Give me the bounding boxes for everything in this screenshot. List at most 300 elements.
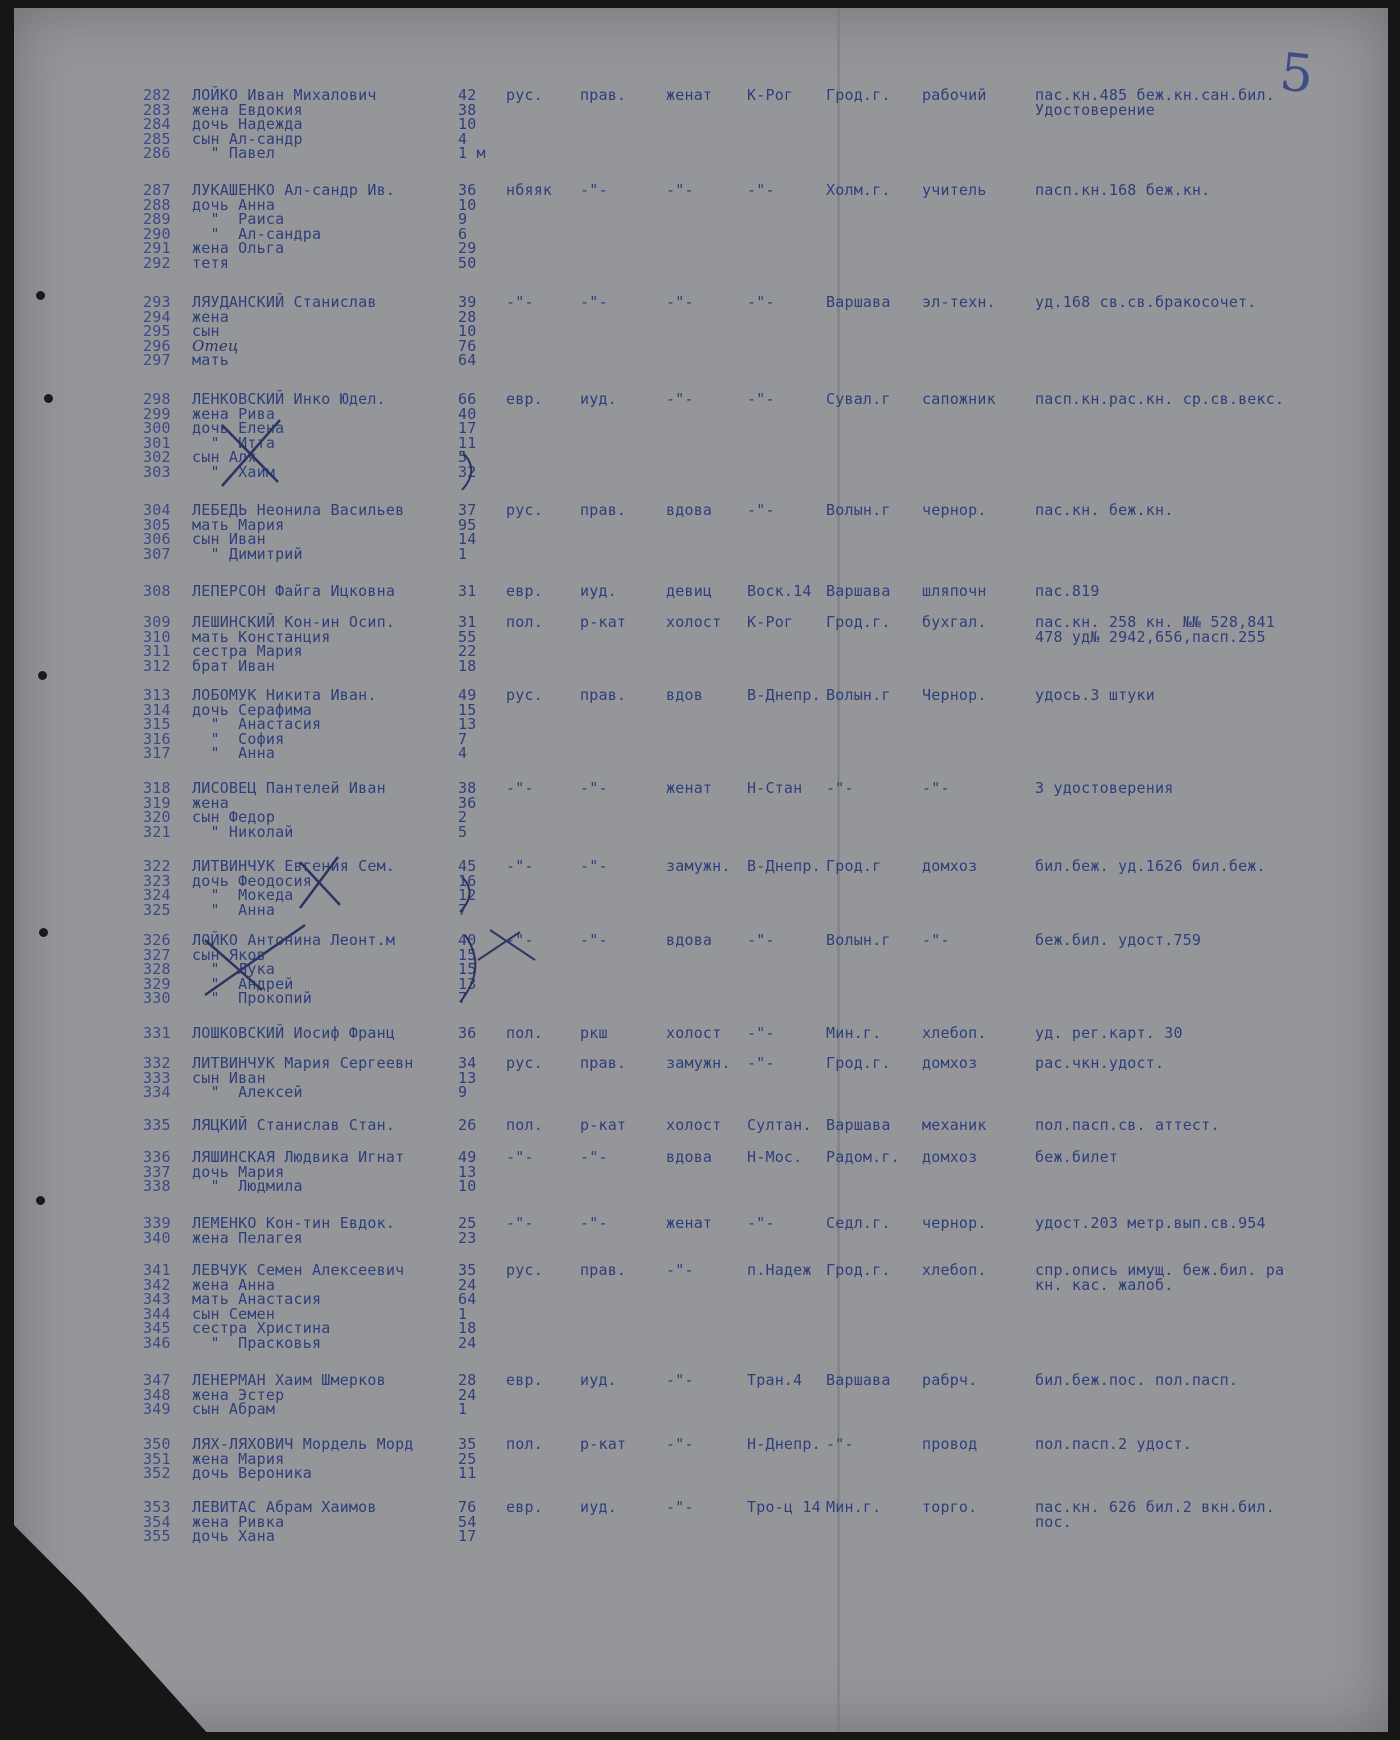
nationality: -"- (506, 931, 534, 949)
person-name: ЛЕШИНСКИЙ Кон-ин Осип. (192, 613, 396, 631)
entry-number: 350 (143, 1435, 171, 1453)
age: 25 (458, 1214, 477, 1232)
age: 24 (458, 1333, 477, 1352)
entry-number: 326 (143, 931, 171, 949)
documents: 3 удостоверения (1035, 779, 1174, 797)
entry-number: 291 (143, 239, 171, 257)
origin-place: Варшава (826, 582, 891, 600)
age: 12 (458, 886, 477, 904)
arrival-place: Султан. (747, 1116, 812, 1134)
family-status: женат (666, 86, 713, 104)
age: 76 (458, 1498, 477, 1516)
entry-number: 303 (143, 462, 171, 481)
family-group (0, 88, 1400, 161)
person-name: сын Абрам (192, 1400, 276, 1418)
family-status: замужн. (666, 857, 731, 875)
person-name: ЛУКАШЕНКО Ал-сандр Ив. (192, 181, 396, 199)
entry-number: 352 (143, 1464, 171, 1482)
register-row (0, 1529, 1400, 1544)
age: 64 (458, 351, 477, 369)
occupation: чернор. (922, 1214, 987, 1232)
family-group (0, 1118, 1400, 1133)
person-name: " Димитрий (192, 544, 303, 563)
entry-number: 282 (143, 86, 171, 104)
age: 1 м (458, 144, 486, 162)
entry-number: 290 (143, 224, 171, 243)
family-status: -"- (666, 1435, 694, 1453)
age: 25 (458, 1449, 477, 1468)
entry-number: 353 (143, 1498, 171, 1516)
person-name: брат Иван (192, 656, 276, 675)
age: 95 (458, 515, 477, 534)
family-status: холост (666, 1024, 722, 1042)
age: 5 (458, 822, 468, 841)
person-name: сын (192, 322, 220, 340)
religion: ркш (580, 1024, 608, 1042)
entry-number: 331 (143, 1024, 171, 1042)
family-group (0, 392, 1400, 479)
age: 49 (458, 686, 477, 704)
origin-place: Сувал.г (826, 390, 891, 408)
age: 7 (458, 729, 468, 748)
entry-number: 301 (143, 433, 171, 452)
age: 1 (458, 544, 468, 563)
register-row (0, 146, 1400, 161)
person-name: ЛЯХ-ЛЯХОВИЧ Мордель Морд (192, 1435, 414, 1453)
page-number-mark: 5 (1276, 42, 1317, 106)
arrival-place: -"- (747, 390, 775, 408)
nationality: рус. (506, 686, 543, 704)
entry-number: 336 (143, 1148, 171, 1166)
nationality: пол. (506, 613, 543, 631)
arrival-place: Н-Днепр. (747, 1435, 821, 1453)
documents: беж.билет (1035, 1148, 1119, 1166)
person-name: жена (192, 307, 229, 326)
person-name: " Ал-сандра (192, 224, 322, 243)
age: 35 (458, 1435, 477, 1453)
person-name: " Анна (192, 900, 276, 919)
entry-number: 299 (143, 404, 171, 423)
register-row (0, 1402, 1400, 1417)
age: 18 (458, 1319, 477, 1337)
arrival-place: -"- (747, 181, 775, 199)
person-name: мать Анастасия (192, 1290, 322, 1308)
family-status: -"- (666, 181, 694, 199)
entry-number: 302 (143, 448, 171, 466)
entry-number: 342 (143, 1275, 171, 1294)
religion: иуд. (580, 1371, 617, 1389)
religion: -"- (580, 931, 608, 949)
person-name: дочь Феодосия (192, 871, 312, 890)
family-status: вдова (666, 501, 713, 519)
age: 28 (458, 1371, 477, 1389)
entry-number: 330 (143, 989, 171, 1007)
person-name: дочь Анна (192, 195, 276, 214)
family-group (0, 688, 1400, 761)
person-name: ЛЕМЕНКО Кон-тин Евдок. (192, 1214, 396, 1232)
age: 54 (458, 1512, 477, 1531)
person-name: сын Иван (192, 530, 266, 548)
religion: р-кат (580, 613, 627, 631)
arrival-place: Тро-ц 14 (747, 1498, 821, 1516)
age: 24 (458, 1385, 477, 1404)
person-name: жена (192, 793, 229, 812)
family-status: женат (666, 779, 713, 797)
person-name: ЛОЙКО Иван Михалович (192, 86, 377, 104)
age: 14 (458, 530, 477, 548)
occupation: хлебоп. (922, 1261, 987, 1279)
entry-number: 345 (143, 1319, 171, 1337)
origin-place: Волын.г (826, 686, 891, 704)
age: 13 (458, 1162, 477, 1181)
arrival-place: -"- (747, 293, 775, 311)
person-name: мать Констанция (192, 627, 331, 646)
register-row (0, 544, 1400, 563)
person-name: мать (192, 351, 229, 369)
entry-number: 332 (143, 1054, 171, 1072)
entry-number: 298 (143, 390, 171, 408)
entry-number: 322 (143, 857, 171, 875)
occupation: чернор. (922, 501, 987, 519)
religion: прав. (580, 686, 627, 704)
person-name: " Прокопий (192, 989, 312, 1007)
entry-number: 339 (143, 1214, 171, 1232)
register-row (0, 1026, 1400, 1041)
age: 22 (458, 642, 477, 660)
arrival-place: п.Надеж (747, 1261, 812, 1279)
documents: пас.кн. беж.кн. (1035, 501, 1174, 519)
arrival-place: Воск.14 (747, 582, 812, 600)
entry-number: 297 (143, 351, 171, 369)
origin-place: -"- (826, 1435, 854, 1453)
occupation: шляпочн (922, 582, 987, 600)
occupation: Чернор. (922, 686, 987, 704)
person-name: ЛЯУДАНСКИЙ Станислав (192, 293, 377, 311)
person-name: дочь Вероника (192, 1464, 312, 1482)
entry-number: 349 (143, 1400, 171, 1418)
religion: р-кат (580, 1435, 627, 1453)
nationality: евр. (506, 582, 543, 600)
age: 9 (458, 1083, 468, 1101)
documents: пас.819 (1035, 582, 1100, 600)
origin-place: Грод.г. (826, 613, 891, 631)
origin-place: Грод.г (826, 857, 882, 875)
person-name: жена Эстер (192, 1385, 285, 1404)
family-group (0, 615, 1400, 673)
nationality: евр. (506, 1498, 543, 1516)
person-name: сын Аля (192, 448, 257, 466)
family-group (0, 183, 1400, 270)
entry-number: 334 (143, 1083, 171, 1101)
entry-number: 314 (143, 700, 171, 719)
origin-place: Седл.г. (826, 1214, 891, 1232)
person-name: ЛИТВИНЧУК Евгения Сем. (192, 857, 396, 875)
nationality: -"- (506, 857, 534, 875)
religion: -"- (580, 857, 608, 875)
age: 17 (458, 1527, 477, 1545)
age: 37 (458, 501, 477, 519)
religion: прав. (580, 86, 627, 104)
age: 15 (458, 700, 477, 719)
age: 10 (458, 115, 477, 133)
person-name: ЛЕНЕРМАН Хаим Шмерков (192, 1371, 386, 1389)
age: 11 (458, 1464, 477, 1482)
nationality: -"- (506, 293, 534, 311)
register-row (0, 462, 1400, 481)
person-name: Отец (192, 336, 239, 355)
documents: пасп.кн.рас.кн. ср.св.векс. (1035, 390, 1285, 408)
origin-place: Грод.г. (826, 1054, 891, 1072)
age: 7 (458, 989, 468, 1007)
documents: уд. рег.карт. 30 (1035, 1024, 1183, 1042)
age: 23 (458, 1228, 477, 1247)
documents: пас.кн. 626 бил.2 вкн.бил. (1035, 1498, 1275, 1516)
person-name: сын Ал-сандр (192, 129, 303, 148)
nationality: рус. (506, 501, 543, 519)
person-name: мать Мария (192, 515, 285, 534)
age: 64 (458, 1290, 477, 1308)
entry-number: 327 (143, 945, 171, 964)
occupation: провод (922, 1435, 978, 1453)
entry-number: 348 (143, 1385, 171, 1404)
person-name: дочь Мария (192, 1162, 285, 1181)
documents: 478 уд№ 2942,656,пасп.255 (1035, 627, 1266, 646)
arrival-place: -"- (747, 931, 775, 949)
nationality: рус. (506, 1054, 543, 1072)
origin-place: Мин.г. (826, 1024, 882, 1042)
entry-number: 328 (143, 960, 171, 978)
entry-number: 351 (143, 1449, 171, 1468)
religion: иуд. (580, 582, 617, 600)
origin-place: Мин.г. (826, 1498, 882, 1516)
entry-number: 289 (143, 210, 171, 228)
age: 42 (458, 86, 477, 104)
person-name: " Хаим (192, 462, 276, 481)
entry-number: 296 (143, 336, 171, 355)
age: 5 (458, 448, 468, 466)
entry-number: 288 (143, 195, 171, 214)
person-name: " Людмила (192, 1177, 303, 1195)
age: 29 (458, 239, 477, 257)
documents: пас.кн.485 беж.кн.сан.бил. (1035, 86, 1275, 104)
occupation: торго. (922, 1498, 978, 1516)
age: 4 (458, 744, 468, 762)
entry-number: 325 (143, 900, 171, 919)
entry-number: 311 (143, 642, 171, 660)
entry-number: 293 (143, 293, 171, 311)
occupation: эл-техн. (922, 293, 996, 311)
arrival-place: -"- (747, 1214, 775, 1232)
person-name: сын Семен (192, 1304, 276, 1323)
entry-number: 333 (143, 1068, 171, 1087)
entry-number: 313 (143, 686, 171, 704)
age: 34 (458, 1054, 477, 1072)
register-row (0, 900, 1400, 919)
register-row (0, 1118, 1400, 1133)
documents: пол.пасп.2 удост. (1035, 1435, 1192, 1453)
age: 10 (458, 1177, 477, 1195)
occupation: хлебоп. (922, 1024, 987, 1042)
documents: пасп.кн.168 беж.кн. (1035, 181, 1211, 199)
nationality: пол. (506, 1116, 543, 1134)
entry-number: 312 (143, 656, 171, 675)
entry-number: 294 (143, 307, 171, 326)
religion: иуд. (580, 1498, 617, 1516)
person-name: дочь Надежда (192, 115, 303, 133)
register-row (0, 253, 1400, 272)
register-row (0, 1333, 1400, 1352)
family-group (0, 1263, 1400, 1350)
person-name: дочь Серафима (192, 700, 312, 719)
religion: прав. (580, 1054, 627, 1072)
documents: пол.пасп.св. аттест. (1035, 1116, 1220, 1134)
person-name: " Прасковья (192, 1333, 322, 1352)
register-row (0, 584, 1400, 599)
origin-place: Волын.г (826, 501, 891, 519)
documents: удось.3 штуки (1035, 686, 1155, 704)
register-row (0, 1466, 1400, 1481)
origin-place: Волын.г (826, 931, 891, 949)
origin-place: Варшава (826, 1371, 891, 1389)
entry-number: 320 (143, 808, 171, 826)
nationality: рус. (506, 86, 543, 104)
register-row (0, 746, 1400, 761)
entry-number: 329 (143, 974, 171, 993)
entry-number: 338 (143, 1177, 171, 1195)
occupation: учитель (922, 181, 987, 199)
occupation: домхоз (922, 857, 978, 875)
age: 32 (458, 462, 477, 481)
person-name: сын Федор (192, 808, 276, 826)
person-name: ЛОБОМУК Никита Иван. (192, 686, 377, 704)
age: 45 (458, 857, 477, 875)
religion: прав. (580, 501, 627, 519)
entry-number: 315 (143, 715, 171, 733)
entry-number: 304 (143, 501, 171, 519)
entry-number: 306 (143, 530, 171, 548)
entry-number: 292 (143, 253, 171, 272)
occupation: домхоз (922, 1054, 978, 1072)
person-name: ЛЕНКОВСКИЙ Инко Юдел. (192, 390, 386, 408)
person-name: " Итта (192, 433, 276, 452)
arrival-place: Н-Мос. (747, 1148, 803, 1166)
family-group (0, 1150, 1400, 1194)
person-name: " София (192, 729, 285, 748)
family-status: вдов (666, 686, 703, 704)
arrival-place: В-Днепр. (747, 686, 821, 704)
entry-number: 344 (143, 1304, 171, 1323)
person-name: ЛОШКОВСКИЙ Иосиф Франц (192, 1024, 396, 1042)
age: 31 (458, 582, 477, 600)
age: 1 (458, 1304, 468, 1323)
family-status: холост (666, 1116, 722, 1134)
entry-number: 307 (143, 544, 171, 563)
age: 9 (458, 210, 468, 228)
age: 36 (458, 793, 477, 812)
person-name: жена Анна (192, 1275, 276, 1294)
age: 2 (458, 808, 468, 826)
person-name: ЛИСОВЕЦ Пантелей Иван (192, 779, 386, 797)
documents: рас.чкн.удост. (1035, 1054, 1165, 1072)
family-status: вдова (666, 1148, 713, 1166)
register-row (0, 656, 1400, 675)
family-group (0, 295, 1400, 368)
person-name: " Раиса (192, 210, 285, 228)
age: 13 (458, 715, 477, 733)
person-name: ЛИТВИНЧУК Мария Сергеевн (192, 1054, 414, 1072)
documents: уд.168 св.св.бракосочет. (1035, 293, 1257, 311)
punch-hole (36, 1196, 45, 1205)
religion: прав. (580, 1261, 627, 1279)
age: 40 (458, 931, 477, 949)
entry-number: 285 (143, 129, 171, 148)
person-name: жена Мария (192, 1449, 285, 1468)
person-name: " Николай (192, 822, 294, 841)
family-status: -"- (666, 1498, 694, 1516)
entry-number: 321 (143, 822, 171, 841)
age: 4 (458, 129, 468, 148)
religion: -"- (580, 181, 608, 199)
family-status: -"- (666, 1371, 694, 1389)
religion: -"- (580, 1148, 608, 1166)
documents: бил.беж. уд.1626 бил.беж. (1035, 857, 1266, 875)
religion: иуд. (580, 390, 617, 408)
age: 26 (458, 1116, 477, 1134)
entry-number: 305 (143, 515, 171, 534)
age: 6 (458, 224, 468, 243)
age: 7 (458, 900, 468, 919)
person-name: " Анна (192, 744, 276, 762)
person-name: сын Яков (192, 945, 266, 964)
origin-place: Радом.г. (826, 1148, 900, 1166)
origin-place: Грод.г. (826, 86, 891, 104)
family-group (0, 1437, 1400, 1481)
nationality: евр. (506, 390, 543, 408)
family-status: -"- (666, 390, 694, 408)
family-status: вдова (666, 931, 713, 949)
person-name: " Алексей (192, 1083, 303, 1101)
age: 10 (458, 195, 477, 214)
age: 66 (458, 390, 477, 408)
entry-number: 300 (143, 419, 171, 437)
age: 55 (458, 627, 477, 646)
documents: бил.беж.пос. пол.пасп. (1035, 1371, 1239, 1389)
family-status: девиц (666, 582, 713, 600)
occupation: механик (922, 1116, 987, 1134)
documents: пас.кн. 258 кн. №№ 528,841 (1035, 613, 1275, 631)
age: 16 (458, 871, 477, 890)
occupation: домхоз (922, 1148, 978, 1166)
entry-number: 335 (143, 1116, 171, 1134)
entry-number: 337 (143, 1162, 171, 1181)
family-group (0, 1026, 1400, 1041)
age: 1 (458, 1400, 468, 1418)
family-group (0, 503, 1400, 561)
register-row (0, 1179, 1400, 1194)
entry-number: 309 (143, 613, 171, 631)
entry-number: 316 (143, 729, 171, 748)
age: 36 (458, 181, 477, 199)
nationality: нбяяк (506, 181, 553, 199)
register-row (0, 1085, 1400, 1100)
entry-number: 323 (143, 871, 171, 890)
nationality: -"- (506, 1148, 534, 1166)
occupation: рабрч. (922, 1371, 978, 1389)
register-row (0, 1228, 1400, 1247)
person-name: жена Ривка (192, 1512, 285, 1531)
age: 10 (458, 322, 477, 340)
occupation: сапожник (922, 390, 996, 408)
